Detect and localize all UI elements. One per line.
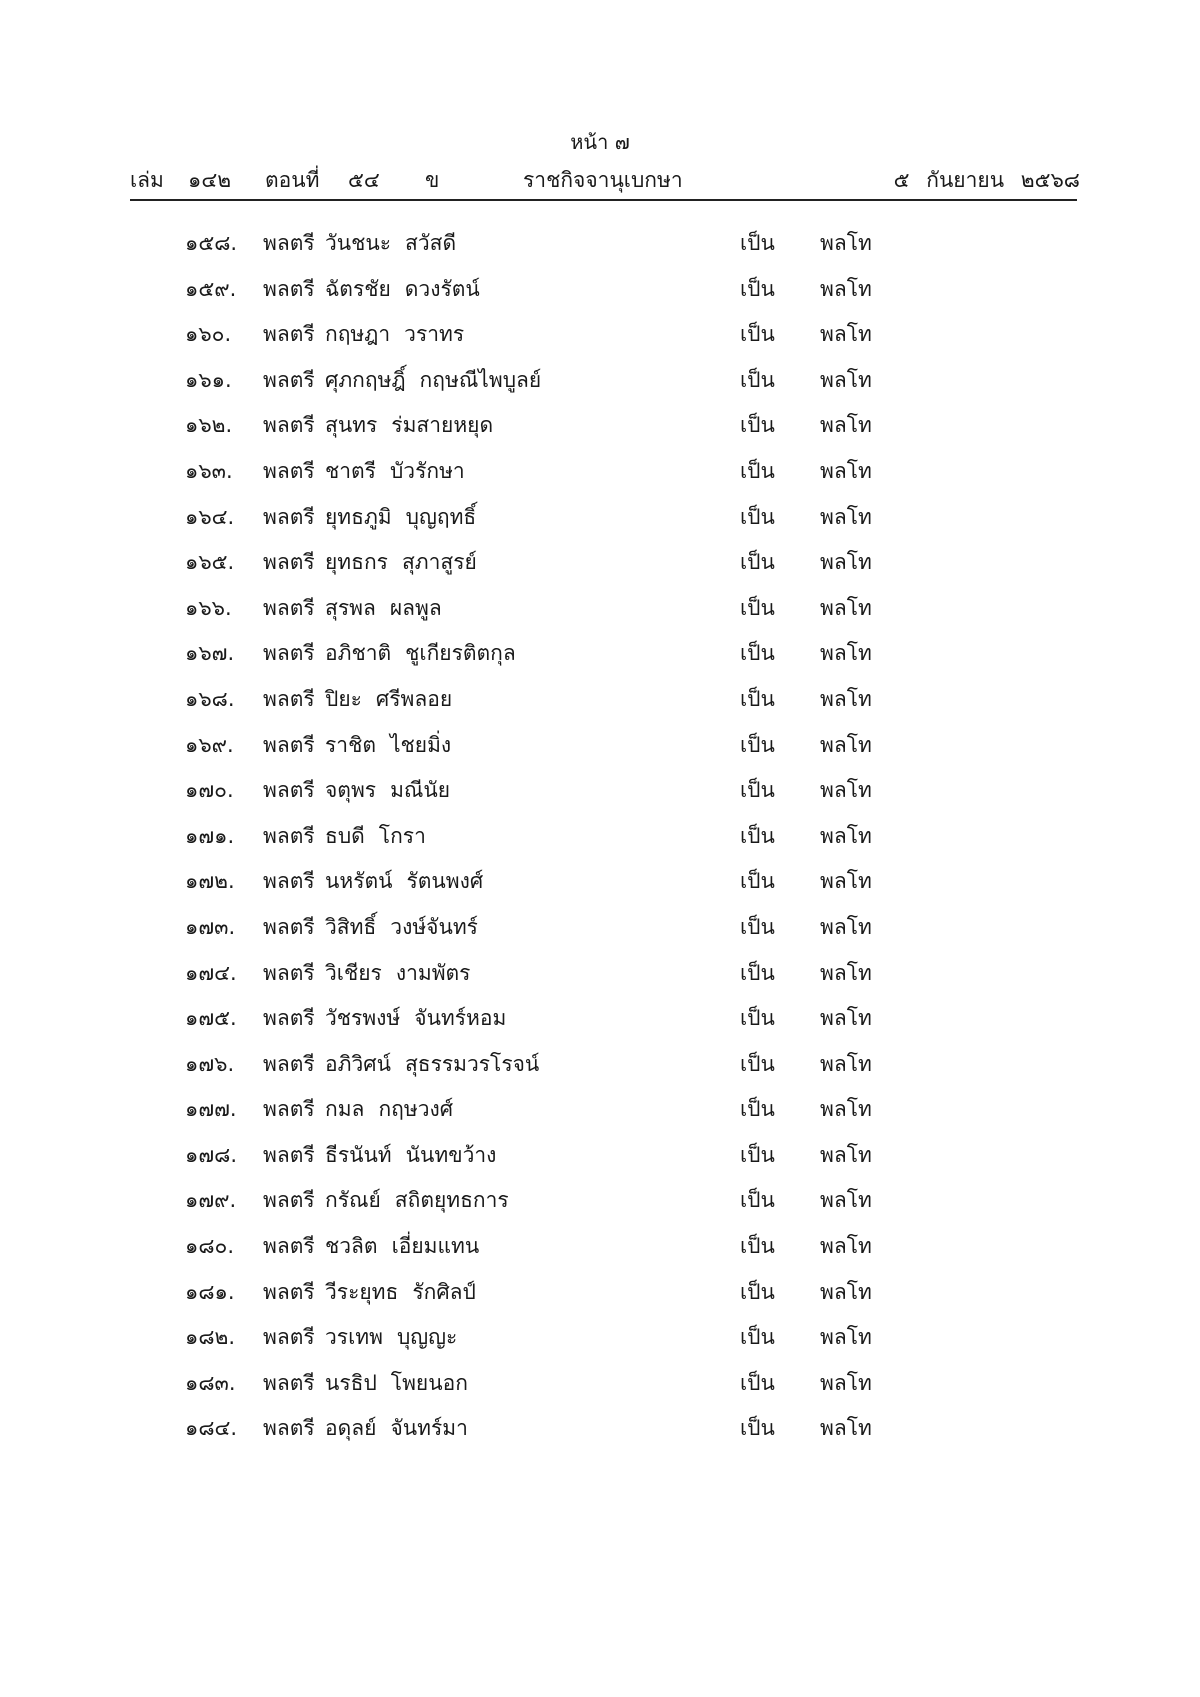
entry-last-name: ร่มสายหยุด [391,413,494,438]
entry-last-name: เอี่ยมแทน [391,1234,480,1259]
entry-rank: พลตรี [263,1142,315,1167]
entry-new-rank: พลโท [820,550,872,575]
entry-rank: พลตรี [263,1051,315,1076]
entry-become: เป็น [740,823,775,848]
entry-new-rank: พลโท [820,504,872,529]
entry-first-name: อภิวิศน์ [325,1051,391,1076]
entry-become: เป็น [740,504,775,529]
entry-become: เป็น [740,1142,775,1167]
list-item [0,455,1200,501]
entry-last-name: ผลพูล [389,595,442,620]
volume-number: ๑๔๒ [188,168,232,192]
entry-become: เป็น [740,367,775,392]
entry-number: ๑๖๗. [185,641,235,666]
entry-become: เป็น [740,550,775,575]
entry-rank: พลตรี [263,367,315,392]
list-item [0,1093,1200,1139]
entry-new-rank: พลโท [820,322,872,347]
entry-become: เป็น [740,231,775,255]
entry-number: ๑๖๐. [185,322,232,347]
entry-become: เป็น [740,960,775,985]
entry-rank: พลตรี [263,413,315,438]
entry-first-name: วิสิทธิ์ [325,914,377,939]
entry-number: ๑๕๙. [185,276,237,301]
entry-rank: พลตรี [263,1325,315,1350]
entry-first-name: วรเทพ [325,1325,383,1350]
entry-number: ๑๖๓. [185,458,233,483]
entry-last-name: สุภาสูรย์ [401,550,477,575]
entry-number: ๑๖๙. [185,732,234,757]
entry-become: เป็น [740,914,775,939]
list-item [0,1139,1200,1185]
entry-new-rank: พลโท [820,960,872,985]
entry-first-name: วิเชียร [325,960,382,985]
entry-last-name: สุธรรมวรโรจน์ [404,1051,540,1076]
entry-rank: พลตรี [263,914,315,939]
list-item [0,820,1200,866]
entry-number: ๑๗๘. [185,1142,237,1167]
entry-rank: พลตรี [263,595,315,620]
list-item [0,1184,1200,1230]
entry-become: เป็น [740,458,775,483]
running-header [130,164,1080,196]
entry-number: ๑๘๔. [185,1416,238,1441]
entry-last-name: จันทร์มา [390,1416,468,1441]
entry-first-name: กมล [325,1097,365,1122]
entry-become: เป็น [740,1279,775,1304]
entry-rank: พลตรี [263,686,315,711]
entry-last-name: รักศิลป์ [412,1279,476,1304]
entry-first-name: อดุลย์ [325,1416,377,1441]
entry-new-rank: พลโท [820,1188,872,1213]
list-item [0,1002,1200,1048]
entry-last-name: กฤษวงศ์ [378,1097,454,1122]
entry-rank: พลตรี [263,458,315,483]
entry-rank: พลตรี [263,960,315,985]
list-item [0,501,1200,547]
publication-title: ราชกิจจานุเบกษา [523,168,683,192]
entry-become: เป็น [740,1325,775,1350]
entry-become: เป็น [740,1234,775,1259]
issue-label: ตอนที่ [265,168,320,192]
entry-number: ๑๖๖. [185,595,232,620]
entry-new-rank: พลโท [820,641,872,666]
list-item [0,683,1200,729]
entry-become: เป็น [740,641,775,666]
entry-new-rank: พลโท [820,276,872,301]
entry-new-rank: พลโท [820,686,872,711]
list-item [0,364,1200,410]
entry-new-rank: พลโท [820,1006,872,1031]
entry-number: ๑๗๙. [185,1188,237,1213]
entry-new-rank: พลโท [820,231,872,255]
entry-new-rank: พลโท [820,1325,872,1350]
entry-first-name: สุรพล [325,595,376,620]
entry-rank: พลตรี [263,1416,315,1441]
entry-new-rank: พลโท [820,458,872,483]
entry-number: ๑๕๘. [185,231,238,255]
publication-date: ๕ กันยายน ๒๕๖๘ [893,168,1080,192]
entry-last-name: โกรา [378,823,426,848]
entry-number: ๑๗๒. [185,869,235,894]
entry-last-name: สถิตยุทธการ [394,1188,509,1213]
entry-number: ๑๗๐. [185,778,234,803]
entry-last-name: บัวรักษา [389,458,465,483]
entry-number: ๑๗๕. [185,1006,237,1031]
list-item [0,273,1200,319]
entry-new-rank: พลโท [820,413,872,438]
entry-number: ๑๖๕. [185,550,235,575]
entry-first-name: วัชรพงษ์ [325,1006,401,1031]
header-divider [130,199,1077,201]
entry-new-rank: พลโท [820,1142,872,1167]
page-number: หน้า ๗ [570,130,630,154]
list-item [0,227,1200,273]
entry-become: เป็น [740,1188,775,1213]
entry-become: เป็น [740,322,775,347]
list-item [0,774,1200,820]
entry-new-rank: พลโท [820,1416,872,1441]
entry-rank: พลตรี [263,1097,315,1122]
entry-first-name: กฤษฎา [325,322,391,347]
entry-become: เป็น [740,1006,775,1031]
entry-first-name: วีระยุทธ [325,1279,399,1304]
entry-first-name: สุนทร [325,413,378,438]
entry-new-rank: พลโท [820,1051,872,1076]
entry-become: เป็น [740,413,775,438]
entry-rank: พลตรี [263,641,315,666]
entry-become: เป็น [740,1370,775,1395]
entry-new-rank: พลโท [820,778,872,803]
entry-new-rank: พลโท [820,1279,872,1304]
entry-last-name: สวัสดี [405,231,457,255]
entry-number: ๑๗๑. [185,823,235,848]
entry-rank: พลตรี [263,1188,315,1213]
entry-new-rank: พลโท [820,1370,872,1395]
entry-become: เป็น [740,1051,775,1076]
entry-last-name: โพยนอก [390,1370,468,1395]
entry-last-name: ศรีพลอย [375,686,453,711]
entry-number: ๑๖๘. [185,686,235,711]
entry-rank: พลตรี [263,869,315,894]
entry-rank: พลตรี [263,778,315,803]
entry-last-name: บุญฤทธิ์ [405,504,477,529]
entry-become: เป็น [740,778,775,803]
list-item [0,318,1200,364]
entry-first-name: ราชิต [325,732,376,757]
entry-last-name: ไชยมิ่ง [389,732,452,757]
entry-become: เป็น [740,686,775,711]
entry-first-name: ธีรนันท์ [325,1142,392,1167]
list-item [0,1276,1200,1322]
entry-last-name: กฤษณีไพบูลย์ [419,367,542,392]
volume-label: เล่ม [130,168,164,192]
entry-first-name: นรธิป [325,1370,377,1395]
list-item [0,637,1200,683]
entry-new-rank: พลโท [820,595,872,620]
entry-last-name: บุญญะ [396,1325,458,1350]
entry-become: เป็น [740,732,775,757]
list-item [0,865,1200,911]
entry-last-name: จันทร์หอม [414,1006,507,1031]
entry-last-name: งามพัตร [395,960,471,985]
list-item [0,911,1200,957]
entry-last-name: มณีนัย [390,778,451,803]
entry-rank: พลตรี [263,1370,315,1395]
entry-number: ๑๘๐. [185,1234,235,1259]
list-item [0,592,1200,638]
entry-become: เป็น [740,1416,775,1441]
entry-first-name: ฉัตรชัย [325,276,391,301]
entry-first-name: ชวลิต [325,1234,378,1259]
entry-first-name: ศุภกฤษฎิ์ [325,367,406,392]
entry-rank: พลตรี [263,1234,315,1259]
entry-rank: พลตรี [263,1279,315,1304]
list-item [0,1412,1200,1458]
entry-first-name: นหรัตน์ [325,869,393,894]
entry-rank: พลตรี [263,550,315,575]
entry-rank: พลตรี [263,231,315,255]
entry-number: ๑๖๑. [185,367,232,392]
entry-last-name: รัตนพงศ์ [406,869,484,894]
list-item [0,1367,1200,1413]
list-item [0,546,1200,592]
entry-first-name: ปิยะ [325,686,362,711]
entry-first-name: ยุทธกร [325,550,388,575]
entry-become: เป็น [740,276,775,301]
list-item [0,957,1200,1003]
entry-number: ๑๘๑. [185,1279,235,1304]
entry-new-rank: พลโท [820,1097,872,1122]
entry-first-name: อภิชาติ [325,641,392,666]
entry-become: เป็น [740,1097,775,1122]
entry-first-name: ธบดี [325,823,365,848]
entry-first-name: ชาตรี [325,458,376,483]
entry-number: ๑๖๒. [185,413,233,438]
section-label: ข [425,168,440,192]
entry-first-name: จตุพร [325,778,377,803]
entry-rank: พลตรี [263,1006,315,1031]
entry-new-rank: พลโท [820,1234,872,1259]
entry-number: ๑๗๖. [185,1051,235,1076]
entry-new-rank: พลโท [820,914,872,939]
appointment-list [0,227,1200,1458]
entry-first-name: กรัณย์ [325,1188,381,1213]
entry-number: ๑๘๒. [185,1325,236,1350]
entry-become: เป็น [740,595,775,620]
entry-new-rank: พลโท [820,367,872,392]
entry-rank: พลตรี [263,504,315,529]
list-item [0,1321,1200,1367]
entry-first-name: ยุทธภูมิ [325,504,392,529]
entry-last-name: วราทร [404,322,465,347]
entry-rank: พลตรี [263,276,315,301]
list-item [0,409,1200,455]
entry-last-name: วงษ์จันทร์ [390,914,478,939]
entry-new-rank: พลโท [820,869,872,894]
list-item [0,1048,1200,1094]
entry-rank: พลตรี [263,823,315,848]
entry-last-name: นันทขว้าง [405,1142,497,1167]
entry-new-rank: พลโท [820,823,872,848]
entry-number: ๑๘๓. [185,1370,236,1395]
entry-new-rank: พลโท [820,732,872,757]
entry-last-name: ดวงรัตน์ [404,276,480,301]
list-item [0,729,1200,775]
entry-rank: พลตรี [263,732,315,757]
entry-number: ๑๖๔. [185,504,235,529]
entry-first-name: วันชนะ [325,231,392,255]
entry-become: เป็น [740,869,775,894]
entry-number: ๑๗๗. [185,1097,237,1122]
list-item [0,1230,1200,1276]
entry-number: ๑๗๔. [185,960,237,985]
entry-number: ๑๗๓. [185,914,236,939]
entry-last-name: ชูเกียรติตกุล [405,641,516,666]
issue-number: ๕๔ [348,168,380,192]
entry-rank: พลตรี [263,322,315,347]
